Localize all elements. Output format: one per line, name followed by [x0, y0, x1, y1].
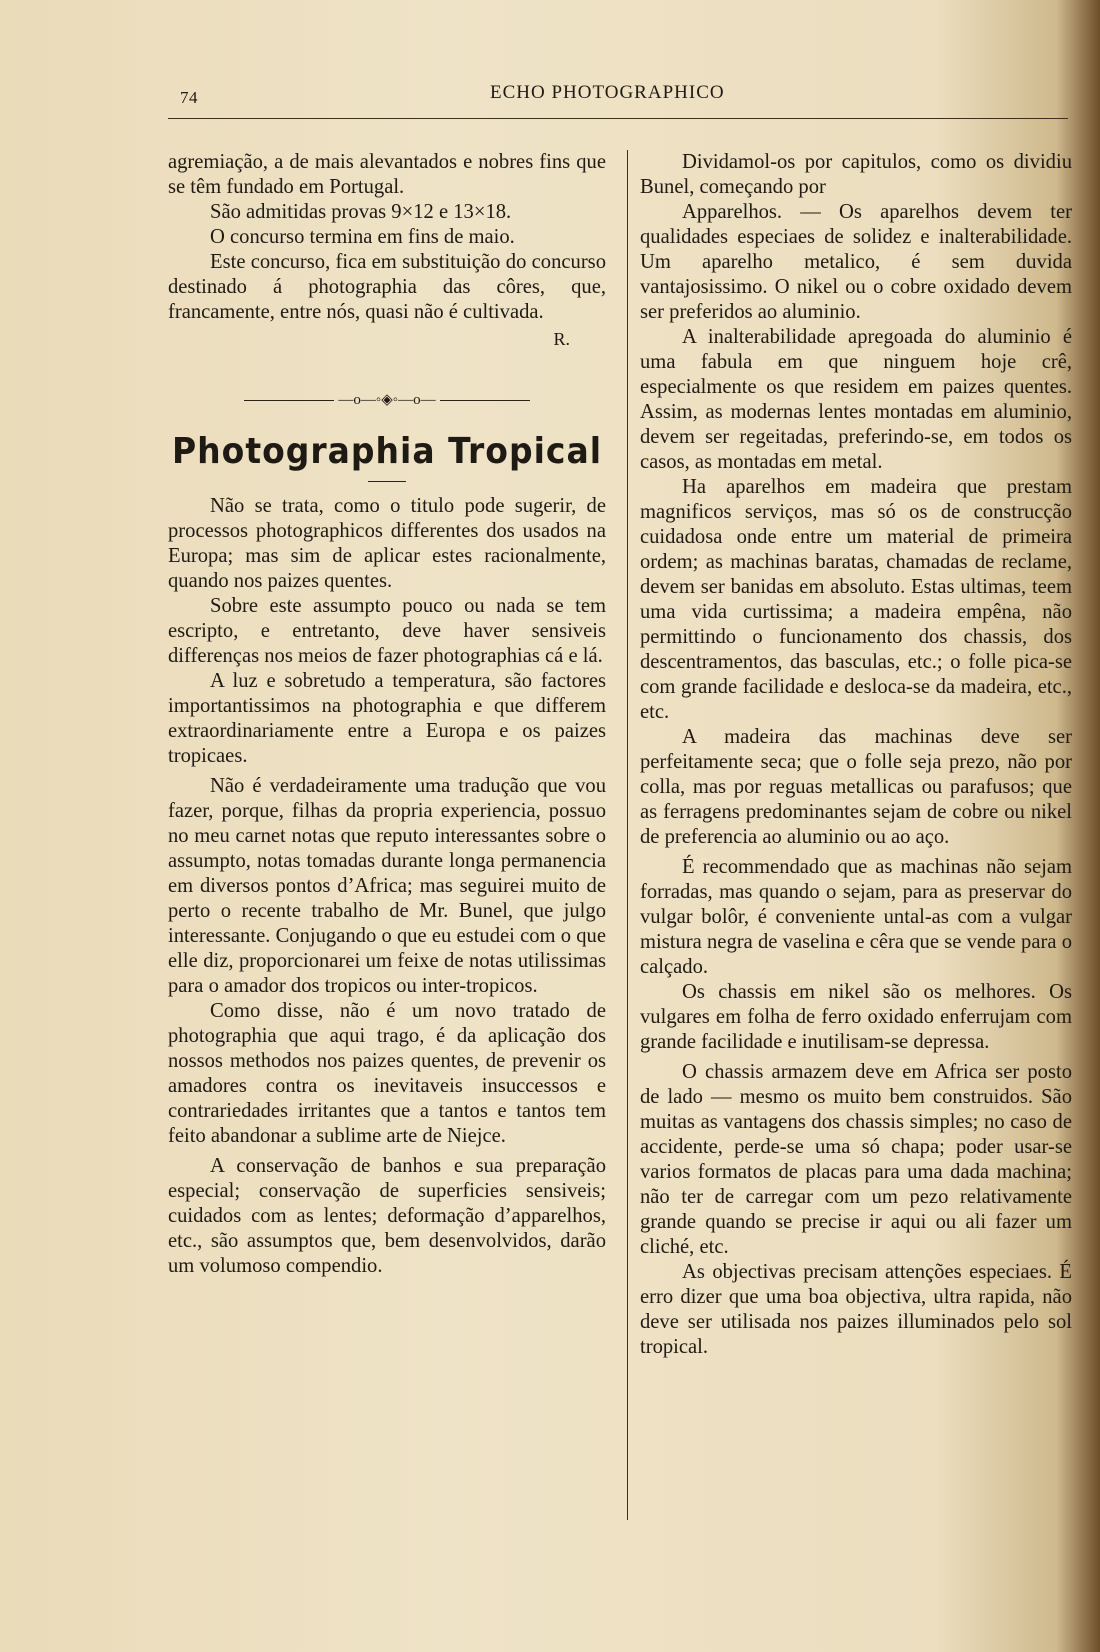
intro-paragraph: São admitidas provas 9×12 e 13×18.	[210, 201, 512, 223]
article-paragraph: Sobre este assumpto pouco ou nada se tem escripto, e entretanto, deve haver sensiveis differenças nos meios de fazer photographias cá e lá.	[168, 594, 606, 667]
ornament-glyph: —o—◦◈◦—o—	[338, 391, 436, 408]
column-divider	[627, 150, 628, 1520]
article-paragraph: As objectivas precisam attenções especiaes. É erro dizer que uma boa objectiva, ultra rapida, não deve ser utilisada nos paizes illuminados pelo sol tropical.	[640, 1261, 1072, 1358]
page-number: 74	[180, 88, 198, 107]
right-column	[640, 150, 1072, 1360]
article-paragraph: O chassis armazem deve em Africa ser posto de lado — mesmo os muito bem construidos. São muitas as vantagens dos chassis simples; no caso de accidente, perde-se uma só chapa; poder usar-se varios formatos de placas para uma dada machina; não ter de carregar com um pezo relativamente grande quando se precise ir aqui ou ali fazer um cliché, etc.	[640, 1061, 1072, 1258]
title-rule	[368, 481, 406, 482]
article-paragraph: A madeira das machinas deve ser perfeitamente seca; que o folle seja prezo, não por colla, mas por reguas metallicas ou parafusos; que as ferragens predominantes sejam de cobre ou nikel de preferencia ao aluminio ou ao aço.	[640, 726, 1072, 848]
signature: R.	[553, 329, 570, 349]
ornament-line-left	[244, 400, 334, 401]
section-ornament	[168, 386, 606, 413]
article-paragraph: Não é verdadeiramente uma tradução que vou fazer, porque, filhas da propria experiencia, possuo no meu carnet notas que reputo interessantes sobre o assumpto, notas tomadas durante longa permanencia em diversos pontos d’Africa; mas seguirei muito de perto o recente trabalho de Mr. Bunel, que julgo interessante. Conjugando o que eu estudei com o que elle diz, proporcionarei um feixe de notas utilissimas para o amador dos tropicos ou inter-tropicos.	[168, 774, 606, 997]
article-paragraph: A inalterabilidade apregoada do aluminio é uma fabula em que ninguem hoje crê, especialmente os que residem em paizes quentes. Assim, as modernas lentes montadas em aluminio, devem ser regeitadas, preferindo-se, em todos os casos, as montadas em metal.	[640, 326, 1072, 473]
article-paragraph: Ha aparelhos em madeira que prestam magnificos serviços, mas só os de construcção cuidadosa onde entre um material de primeira ordem; as machinas baratas, chamadas de reclame, devem ser banidas em absoluto. Estas ultimas, teem uma vida curtissima; a madeira empêna, não permittindo o funcionamento dos chassis, dos descentramentos, das basculas, etc.; o folle pica-se com grande facilidade e desloca-se da madeira, etc., etc.	[640, 476, 1072, 723]
article-title: Photographia Tropical	[171, 428, 603, 472]
page-header	[180, 82, 1080, 116]
article-paragraph: Não se trata, como o titulo pode sugerir, de processos photographicos differentes dos usados na Europa; mas sim de aplicar estes racionalmente, quando nos paizes quentes.	[168, 494, 606, 592]
article-paragraph: Apparelhos. — Os aparelhos devem ter qualidades especiaes de solidez e inalterabilidade. Um aparelho metalico, é sem duvida vantajosissimo. O nikel ou o cobre oxidado devem ser preferidos ao aluminio.	[640, 201, 1072, 323]
running-title: ECHO PHOTOGRAPHICO	[490, 82, 725, 103]
intro-paragraph: Este concurso, fica em substituição do concurso destinado á photographia das côres, que, francamente, entre nós, quasi não é cultivada.	[168, 251, 606, 323]
article-paragraph: Dividamol-os por capitulos, como os dividiu Bunel, começando por	[640, 151, 1072, 198]
left-column	[168, 150, 606, 1279]
ornament-line-right	[440, 400, 530, 401]
article-paragraph: A luz e sobretudo a temperatura, são factores importantissimos na photographia e que differem extraordinariamente entre a Europa e os paizes tropicaes.	[168, 669, 606, 767]
article-paragraph: A conservação de banhos e sua preparação especial; conservação de superficies sensiveis; cuidados com as lentes; deformação d’apparelhos, etc., são assumptos que, bem desenvolvidos, darão um volumoso compendio.	[168, 1154, 606, 1277]
article-paragraph: Como disse, não é um novo tratado de photographia que aqui trago, é da aplicação dos nossos methodos nos paizes quentes, de prevenir os amadores contra os inevitaveis insuccessos e contrariedades irritantes que a tantos e tantos tem feito abandonar a sublime arte de Niejce.	[168, 999, 606, 1147]
header-rule	[168, 118, 1068, 119]
article-paragraph: Os chassis em nikel são os melhores. Os vulgares em folha de ferro oxidado enferrujam com grande facilidade e inutilisam-se depressa.	[640, 981, 1072, 1053]
intro-paragraph: agremiação, a de mais alevantados e nobres fins que se têm fundado em Portugal.	[168, 151, 606, 198]
article-paragraph: É recommendado que as machinas não sejam forradas, mas quando o sejam, para as preservar do vulgar bolôr, é conveniente untal-as com a vulgar mistura negra de vaselina e cêra que se vende para o calçado.	[640, 856, 1072, 978]
intro-paragraph: O concurso termina em fins de maio.	[210, 226, 515, 248]
